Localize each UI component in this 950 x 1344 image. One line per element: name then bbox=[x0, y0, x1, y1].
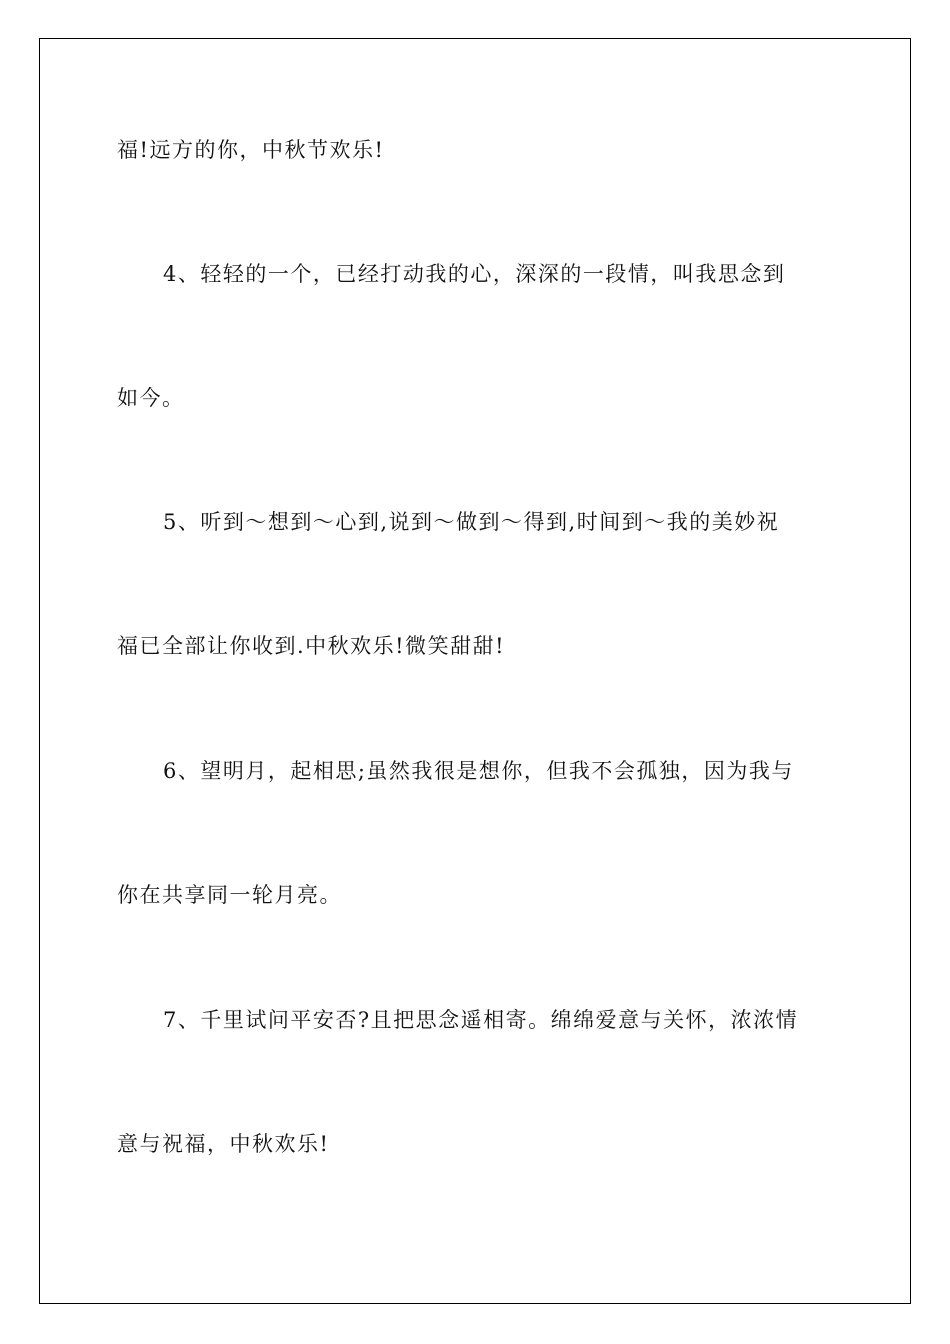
text-line: 7、千里试问平安否?且把思念遥相寄。绵绵爱意与关怀，浓浓情 bbox=[163, 1008, 799, 1032]
text-line: 如今。 bbox=[117, 386, 185, 410]
text-line: 福!远方的你，中秋节欢乐! bbox=[117, 138, 385, 162]
text-line: 你在共享同一轮月亮。 bbox=[117, 883, 342, 907]
text-line: 5、听到～想到～心到,说到～做到～得到,时间到～我的美妙祝 bbox=[163, 510, 780, 534]
text-line: 福已全部让你收到.中秋欢乐!微笑甜甜! bbox=[117, 634, 506, 658]
text-line: 6、望明月，起相思;虽然我很是想你，但我不会孤独，因为我与 bbox=[163, 759, 794, 783]
page-border bbox=[39, 38, 911, 1304]
text-line: 4、轻轻的一个，已经打动我的心，深深的一段情，叫我思念到 bbox=[163, 262, 786, 286]
text-line: 意与祝福，中秋欢乐! bbox=[117, 1132, 330, 1156]
